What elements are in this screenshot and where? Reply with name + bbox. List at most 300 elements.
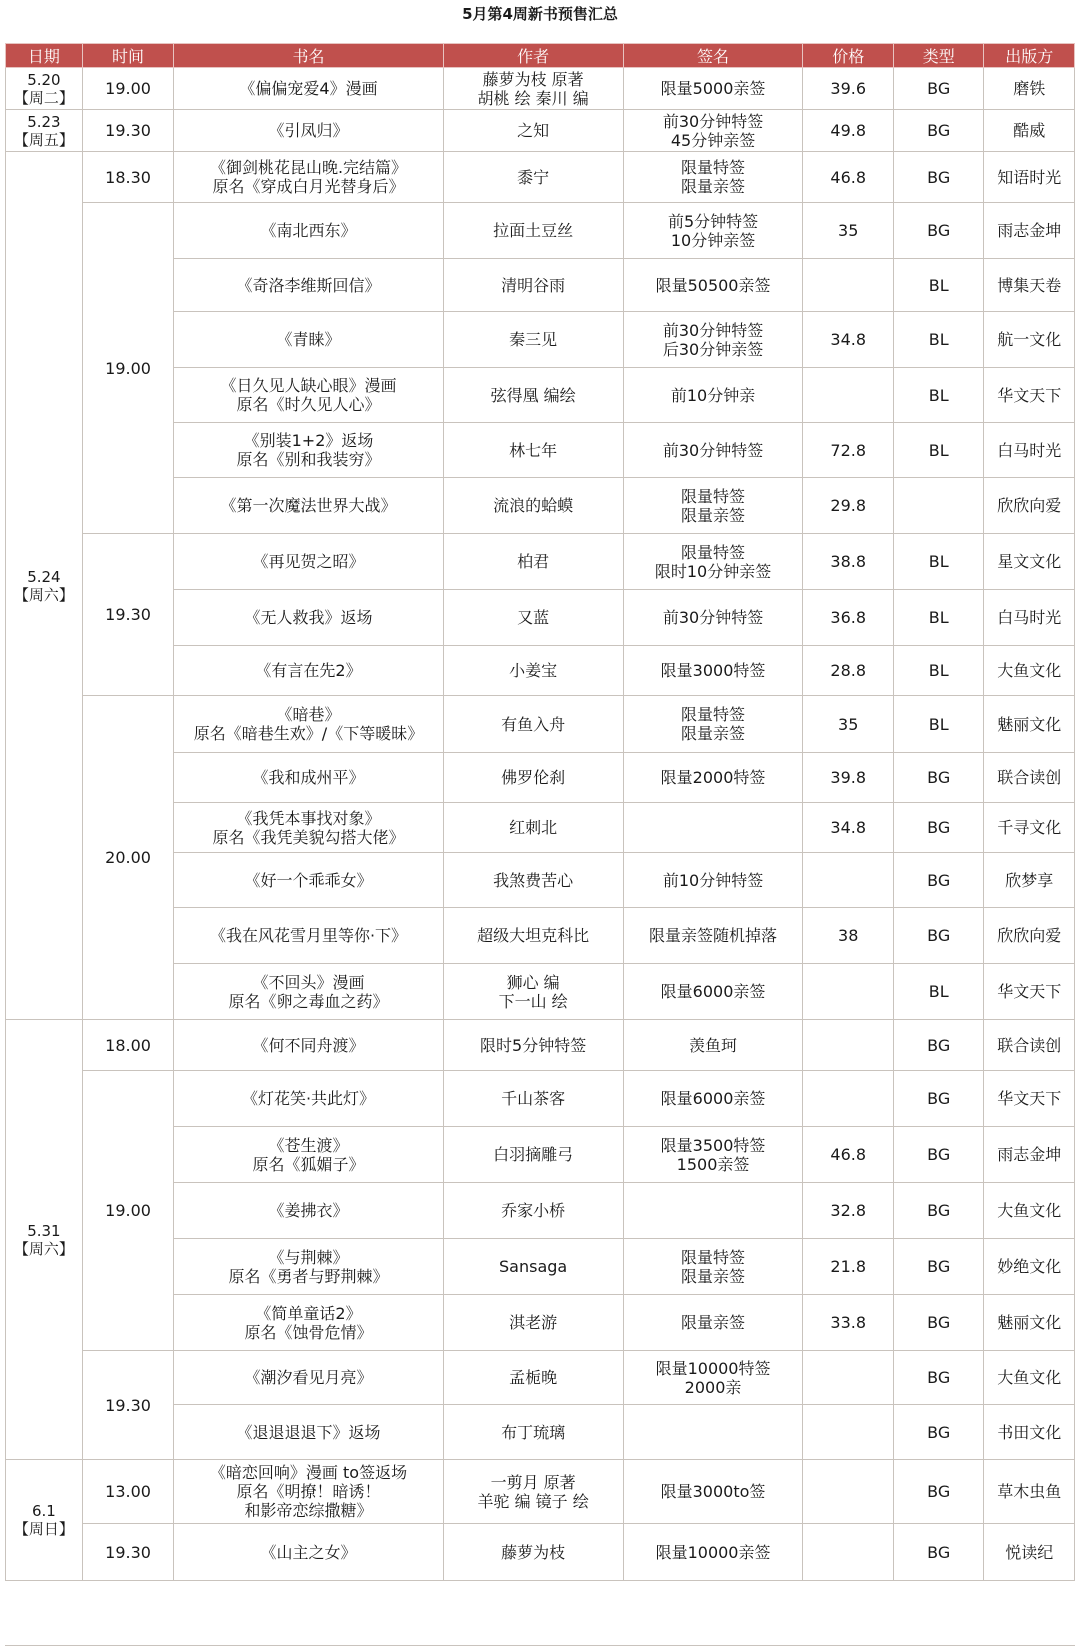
type-cell: BG xyxy=(893,908,983,964)
price-cell: 34.8 xyxy=(803,803,893,853)
book-title-cell xyxy=(174,1524,443,1581)
header-author: 作者 xyxy=(443,44,623,68)
type-cell: BG xyxy=(893,1405,983,1460)
cell-line: 羡鱼珂 xyxy=(689,1035,738,1055)
author-cell xyxy=(443,853,623,908)
publisher-cell: 白马时光 xyxy=(984,423,1075,478)
cell-line: 藤萝为枝 原著 xyxy=(482,69,584,89)
signature-cell xyxy=(623,368,803,423)
cell-line: 后30分钟亲签 xyxy=(662,339,764,359)
signature-cell xyxy=(623,853,803,908)
cell-line: 《我在风花雪月里等你·下》 xyxy=(209,926,408,945)
publisher-cell: 千寻文化 xyxy=(984,803,1075,853)
book-title-cell xyxy=(174,259,443,312)
cell-line: 红刺北 xyxy=(509,818,558,837)
cell-line: 10分钟亲签 xyxy=(670,230,756,250)
price-cell: 33.8 xyxy=(803,1295,893,1351)
book-title-cell xyxy=(174,1295,443,1351)
book-title-cell xyxy=(174,1071,443,1127)
time-cell: 18.30 xyxy=(82,152,174,203)
author-cell xyxy=(443,803,623,853)
cell-line: 限量6000亲签 xyxy=(660,1089,766,1108)
table-row xyxy=(6,68,1075,110)
price-cell xyxy=(803,1524,893,1581)
cell-line: 秦三见 xyxy=(509,330,558,349)
weekday-label: 【周五】 xyxy=(13,130,74,149)
book-title-cell xyxy=(174,1239,443,1295)
table-row xyxy=(6,152,1075,203)
publisher-cell: 联合读创 xyxy=(984,753,1075,803)
signature-cell xyxy=(623,1183,803,1239)
book-title-cell xyxy=(174,853,443,908)
publisher-cell: 欣欣向爱 xyxy=(984,478,1075,534)
cell-line: 《南北西东》 xyxy=(260,221,357,240)
publisher-cell: 书田文化 xyxy=(984,1405,1075,1460)
type-cell: BL xyxy=(893,590,983,646)
date-cell xyxy=(6,152,83,1020)
type-cell: BG xyxy=(893,1183,983,1239)
cell-line: 限时5分钟特签 xyxy=(480,1035,587,1055)
book-title-cell xyxy=(174,1460,443,1524)
cell-line: 流浪的蛤蟆 xyxy=(493,496,574,515)
date-label: 5.31 xyxy=(27,1221,61,1240)
publisher-cell: 雨志金坤 xyxy=(984,203,1075,259)
cell-line: 《别装1+2》返场 xyxy=(243,431,374,450)
cell-line: 限量特签 xyxy=(681,158,746,177)
price-cell: 36.8 xyxy=(803,590,893,646)
cell-line: 前30分钟特签 xyxy=(662,111,764,131)
price-cell: 38.8 xyxy=(803,534,893,590)
type-cell: BL xyxy=(893,964,983,1020)
signature-cell xyxy=(623,646,803,696)
signature-cell xyxy=(623,534,803,590)
author-cell xyxy=(443,1127,623,1183)
author-cell xyxy=(443,1239,623,1295)
cell-line: 限量特签 xyxy=(681,542,746,562)
author-cell xyxy=(443,1295,623,1351)
time-cell: 18.00 xyxy=(82,1020,174,1071)
publisher-cell: 魅丽文化 xyxy=(984,696,1075,753)
signature-cell xyxy=(623,1020,803,1071)
type-cell: BG xyxy=(893,1295,983,1351)
book-title-cell xyxy=(174,803,443,853)
cell-line: 有鱼入舟 xyxy=(501,714,566,734)
header-title: 书名 xyxy=(174,44,443,68)
cell-line: 下一山 绘 xyxy=(498,991,568,1011)
cell-line: 《日久见人缺心眼》漫画 xyxy=(220,376,397,395)
type-cell: BL xyxy=(893,696,983,753)
cell-line: 《我凭本事找对象》 xyxy=(236,808,381,828)
table-row xyxy=(6,110,1075,152)
signature-cell xyxy=(623,1239,803,1295)
cell-line: 限量特签 xyxy=(681,486,746,506)
cell-line: 林七年 xyxy=(509,440,558,460)
price-cell: 39.8 xyxy=(803,753,893,803)
cell-line: 限量3000特签 xyxy=(660,661,766,680)
table-row xyxy=(6,1351,1075,1405)
type-cell: BG xyxy=(893,1239,983,1295)
cell-line: 清明谷雨 xyxy=(501,275,566,295)
publisher-cell: 磨铁 xyxy=(984,68,1075,110)
table-row xyxy=(6,1460,1075,1524)
signature-cell xyxy=(623,1524,803,1581)
cell-line: 限量亲签 xyxy=(681,177,746,196)
cell-line: 黍宁 xyxy=(517,167,550,187)
signature-cell xyxy=(623,753,803,803)
date-label: 5.23 xyxy=(27,112,61,131)
cell-line: 《简单童话2》 xyxy=(255,1303,362,1323)
date-cell xyxy=(6,110,83,152)
cell-line: 原名《卵之毒血之药》 xyxy=(228,991,389,1011)
cell-line: 《我和成州平》 xyxy=(252,768,365,787)
publisher-cell: 博集天卷 xyxy=(984,259,1075,312)
cell-line: 拉面土豆丝 xyxy=(493,221,574,240)
type-cell: BG xyxy=(893,152,983,203)
type-cell: BL xyxy=(893,368,983,423)
signature-cell xyxy=(623,1127,803,1183)
header-date: 日期 xyxy=(6,44,83,68)
author-cell xyxy=(443,312,623,368)
cell-line: 2000亲 xyxy=(684,1377,742,1397)
publisher-cell: 欣梦享 xyxy=(984,853,1075,908)
table-row xyxy=(6,696,1075,753)
time-cell: 20.00 xyxy=(82,696,174,1020)
signature-cell xyxy=(623,423,803,478)
cell-line: 限量亲签 xyxy=(681,505,746,525)
publisher-cell: 雨志金坤 xyxy=(984,1127,1075,1183)
cell-line: 乔家小桥 xyxy=(501,1201,566,1220)
cell-line: 《苍生渡》 xyxy=(268,1135,349,1155)
date-cell xyxy=(6,1020,83,1460)
publisher-cell: 酷威 xyxy=(984,110,1075,152)
publisher-cell: 华文天下 xyxy=(984,964,1075,1020)
time-cell: 19.30 xyxy=(82,110,174,152)
table-bottom-rule xyxy=(5,1645,1075,1646)
price-cell xyxy=(803,259,893,312)
book-title-cell xyxy=(174,1405,443,1460)
publisher-cell: 魅丽文化 xyxy=(984,1295,1075,1351)
type-cell: BG xyxy=(893,753,983,803)
book-title-cell xyxy=(174,478,443,534)
publisher-cell: 大鱼文化 xyxy=(984,1351,1075,1405)
cell-line: 限量6000亲签 xyxy=(660,982,766,1001)
time-cell: 19.30 xyxy=(82,534,174,696)
cell-line: 小姜宝 xyxy=(509,661,558,680)
table-header-row xyxy=(6,44,1075,68)
signature-cell xyxy=(623,110,803,152)
signature-cell xyxy=(623,478,803,534)
signature-cell xyxy=(623,696,803,753)
price-cell: 46.8 xyxy=(803,1127,893,1183)
cell-line: 限量5000亲签 xyxy=(660,79,766,98)
price-cell: 29.8 xyxy=(803,478,893,534)
signature-cell xyxy=(623,908,803,964)
type-cell: BL xyxy=(893,423,983,478)
cell-line: 前30分钟特签 xyxy=(662,608,764,627)
date-label: 5.20 xyxy=(27,70,61,89)
cell-line: 45分钟亲签 xyxy=(670,130,756,150)
author-cell xyxy=(443,1183,623,1239)
cell-line: 限量50500亲签 xyxy=(655,275,771,295)
price-cell: 38 xyxy=(803,908,893,964)
author-cell xyxy=(443,368,623,423)
cell-line: 限量特签 xyxy=(681,1247,746,1267)
cell-line: 我煞费苦心 xyxy=(493,870,574,890)
cell-line: 藤萝为枝 xyxy=(501,1542,566,1562)
book-title-cell xyxy=(174,1020,443,1071)
publisher-cell: 悦读纪 xyxy=(984,1524,1075,1581)
type-cell: BG xyxy=(893,203,983,259)
cell-line: 羊驼 编 镜子 绘 xyxy=(477,1491,589,1511)
signature-cell xyxy=(623,1460,803,1524)
book-title-cell xyxy=(174,1183,443,1239)
weekday-label: 【周六】 xyxy=(13,1239,74,1258)
type-cell: BG xyxy=(893,1524,983,1581)
book-title-cell xyxy=(174,368,443,423)
cell-line: 原名《狐媚子》 xyxy=(252,1154,365,1174)
type-cell: BL xyxy=(893,259,983,312)
date-label: 6.1 xyxy=(31,1502,56,1520)
cell-line: 限量3500特签 xyxy=(660,1135,766,1155)
cell-line: 《青睐》 xyxy=(276,330,341,349)
table-row xyxy=(6,203,1075,259)
price-cell xyxy=(803,1460,893,1524)
cell-line: 《不回头》漫画 xyxy=(252,972,365,992)
cell-line: 前5分钟特签 xyxy=(667,211,759,231)
cell-line: 限量2000特签 xyxy=(660,768,766,787)
table-body xyxy=(6,68,1075,1581)
cell-line: 原名《我凭美貌勾搭大佬》 xyxy=(212,827,405,847)
price-cell xyxy=(803,368,893,423)
author-cell xyxy=(443,152,623,203)
cell-line: 原名《勇者与野荆棘》 xyxy=(228,1266,389,1286)
publisher-cell: 欣欣向爱 xyxy=(984,908,1075,964)
signature-cell xyxy=(623,964,803,1020)
author-cell xyxy=(443,646,623,696)
signature-cell xyxy=(623,590,803,646)
cell-line: 狮心 编 xyxy=(506,972,560,992)
date-label: 5.24 xyxy=(27,567,61,586)
signature-cell xyxy=(623,1295,803,1351)
type-cell: BG xyxy=(893,853,983,908)
book-title-cell xyxy=(174,908,443,964)
cell-line: 《御剑桃花昆山晚.完结篇》 xyxy=(209,158,408,177)
author-cell xyxy=(443,696,623,753)
cell-line: 原名《暗巷生欢》/《下等暖昧》 xyxy=(193,724,424,743)
header-time: 时间 xyxy=(82,44,174,68)
time-cell: 19.30 xyxy=(82,1351,174,1460)
type-cell: BG xyxy=(893,1127,983,1183)
cell-line: 原名《时久见人心》 xyxy=(236,395,381,414)
cell-line: 1500亲签 xyxy=(676,1154,750,1174)
book-title-cell xyxy=(174,312,443,368)
price-cell: 49.8 xyxy=(803,110,893,152)
price-cell: 46.8 xyxy=(803,152,893,203)
type-cell xyxy=(893,478,983,534)
type-cell: BL xyxy=(893,534,983,590)
time-cell: 19.00 xyxy=(82,1071,174,1351)
type-cell: BG xyxy=(893,1020,983,1071)
book-title-cell xyxy=(174,534,443,590)
signature-cell xyxy=(623,152,803,203)
signature-cell xyxy=(623,1351,803,1405)
price-cell: 72.8 xyxy=(803,423,893,478)
presale-table xyxy=(5,43,1075,1581)
cell-line: 《引凤归》 xyxy=(268,121,349,140)
book-title-cell xyxy=(174,753,443,803)
publisher-cell: 联合读创 xyxy=(984,1020,1075,1071)
cell-line: 胡桃 绘 秦川 编 xyxy=(477,88,589,108)
price-cell: 21.8 xyxy=(803,1239,893,1295)
cell-line: 《与荆棘》 xyxy=(268,1247,349,1267)
publisher-cell: 华文天下 xyxy=(984,368,1075,423)
publisher-cell: 星文文化 xyxy=(984,534,1075,590)
cell-line: 《暗巷》 xyxy=(276,705,341,724)
price-cell: 35 xyxy=(803,696,893,753)
weekday-label: 【周日】 xyxy=(13,1520,74,1538)
cell-line: 一剪月 原著 xyxy=(490,1472,576,1492)
cell-line: 《第一次魔法世界大战》 xyxy=(220,496,397,515)
time-cell: 19.00 xyxy=(82,68,174,110)
signature-cell xyxy=(623,1405,803,1460)
publisher-cell: 白马时光 xyxy=(984,590,1075,646)
header-type: 类型 xyxy=(893,44,983,68)
type-cell: BL xyxy=(893,312,983,368)
header-price: 价格 xyxy=(803,44,893,68)
book-title-cell xyxy=(174,110,443,152)
cell-line: 限量特签 xyxy=(681,705,746,724)
author-cell xyxy=(443,534,623,590)
cell-line: 佛罗伦刹 xyxy=(501,768,566,787)
cell-line: 超级大坦克科比 xyxy=(477,926,590,945)
cell-line: 限量亲签随机掉落 xyxy=(649,926,778,945)
price-cell: 28.8 xyxy=(803,646,893,696)
table-row xyxy=(6,534,1075,590)
weekday-label: 【周六】 xyxy=(13,585,74,604)
signature-cell xyxy=(623,803,803,853)
cell-line: 柏君 xyxy=(517,552,550,571)
cell-line: 弦得凰 编绘 xyxy=(490,385,576,405)
cell-line: 前30分钟特签 xyxy=(662,320,764,340)
cell-line: 限量亲签 xyxy=(681,1313,746,1332)
author-cell xyxy=(443,964,623,1020)
cell-line: 《好一个乖乖女》 xyxy=(244,870,373,890)
price-cell xyxy=(803,853,893,908)
page-title: 5月第4周新书预售汇总 xyxy=(462,5,618,23)
author-cell xyxy=(443,259,623,312)
book-title-cell xyxy=(174,696,443,753)
cell-line: 《有言在先2》 xyxy=(255,661,362,680)
author-cell xyxy=(443,203,623,259)
date-cell xyxy=(6,1460,83,1581)
cell-line: 《无人救我》返场 xyxy=(244,608,373,627)
cell-line: 前30分钟特签 xyxy=(662,440,764,460)
header-publisher: 出版方 xyxy=(984,44,1075,68)
author-cell xyxy=(443,68,623,110)
cell-line: 白羽摘雕弓 xyxy=(493,1145,574,1164)
cell-line: 前10分钟亲 xyxy=(670,385,756,405)
book-title-cell xyxy=(174,152,443,203)
book-title-cell xyxy=(174,1351,443,1405)
type-cell: BL xyxy=(893,646,983,696)
price-cell: 39.6 xyxy=(803,68,893,110)
cell-line: 限量3000to签 xyxy=(660,1482,766,1501)
author-cell xyxy=(443,1524,623,1581)
cell-line: 限量亲签 xyxy=(681,1266,746,1286)
cell-line: 《潮汐看见月亮》 xyxy=(244,1368,373,1387)
author-cell xyxy=(443,423,623,478)
table-row xyxy=(6,1020,1075,1071)
type-cell: BG xyxy=(893,1071,983,1127)
price-cell xyxy=(803,1020,893,1071)
book-title-cell xyxy=(174,964,443,1020)
signature-cell xyxy=(623,1071,803,1127)
publisher-cell: 大鱼文化 xyxy=(984,1183,1075,1239)
author-cell xyxy=(443,1071,623,1127)
price-cell: 34.8 xyxy=(803,312,893,368)
author-cell xyxy=(443,590,623,646)
cell-line: 之知 xyxy=(517,121,550,140)
time-cell: 19.30 xyxy=(82,1524,174,1581)
price-cell xyxy=(803,1071,893,1127)
book-title-cell xyxy=(174,203,443,259)
author-cell xyxy=(443,753,623,803)
cell-line: 限量亲签 xyxy=(681,724,746,743)
publisher-cell: 知语时光 xyxy=(984,152,1075,203)
cell-line: 孟栀晚 xyxy=(509,1368,558,1387)
price-cell: 35 xyxy=(803,203,893,259)
publisher-cell: 草木虫鱼 xyxy=(984,1460,1075,1524)
author-cell xyxy=(443,478,623,534)
book-title-cell xyxy=(174,1127,443,1183)
cell-line: 又蓝 xyxy=(517,608,550,627)
author-cell xyxy=(443,1020,623,1071)
type-cell: BG xyxy=(893,803,983,853)
book-title-cell xyxy=(174,590,443,646)
signature-cell xyxy=(623,203,803,259)
author-cell xyxy=(443,1405,623,1460)
cell-line: 《偏偏宠爱4》漫画 xyxy=(239,79,378,98)
cell-line: 限量10000亲签 xyxy=(655,1542,771,1562)
cell-line: 原名《穿成白月光替身后》 xyxy=(212,177,405,196)
publisher-cell: 航一文化 xyxy=(984,312,1075,368)
author-cell xyxy=(443,908,623,964)
header-signature: 签名 xyxy=(623,44,803,68)
type-cell: BG xyxy=(893,1351,983,1405)
author-cell xyxy=(443,1460,623,1524)
table-row xyxy=(6,1071,1075,1127)
cell-line: 原名《明撩！暗诱！ xyxy=(236,1482,381,1501)
author-cell xyxy=(443,1351,623,1405)
signature-cell xyxy=(623,259,803,312)
cell-line: 《姜拂衣》 xyxy=(268,1201,349,1220)
publisher-cell: 华文天下 xyxy=(984,1071,1075,1127)
cell-line: 限量10000特签 xyxy=(655,1358,771,1378)
cell-line: 千山茶客 xyxy=(501,1089,566,1108)
price-cell xyxy=(803,1351,893,1405)
cell-line: 《退退退退下》返场 xyxy=(236,1422,381,1442)
time-cell: 13.00 xyxy=(82,1460,174,1524)
cell-line: 《山主之女》 xyxy=(260,1542,357,1562)
type-cell: BG xyxy=(893,68,983,110)
cell-line: 和影帝恋综撒糖》 xyxy=(244,1501,373,1520)
cell-line: 前10分钟特签 xyxy=(662,870,764,890)
cell-line: 《奇洛李维斯回信》 xyxy=(236,275,381,295)
price-cell xyxy=(803,964,893,1020)
table-row xyxy=(6,1524,1075,1581)
book-title-cell xyxy=(174,68,443,110)
cell-line: 限时10分钟亲签 xyxy=(654,561,772,581)
